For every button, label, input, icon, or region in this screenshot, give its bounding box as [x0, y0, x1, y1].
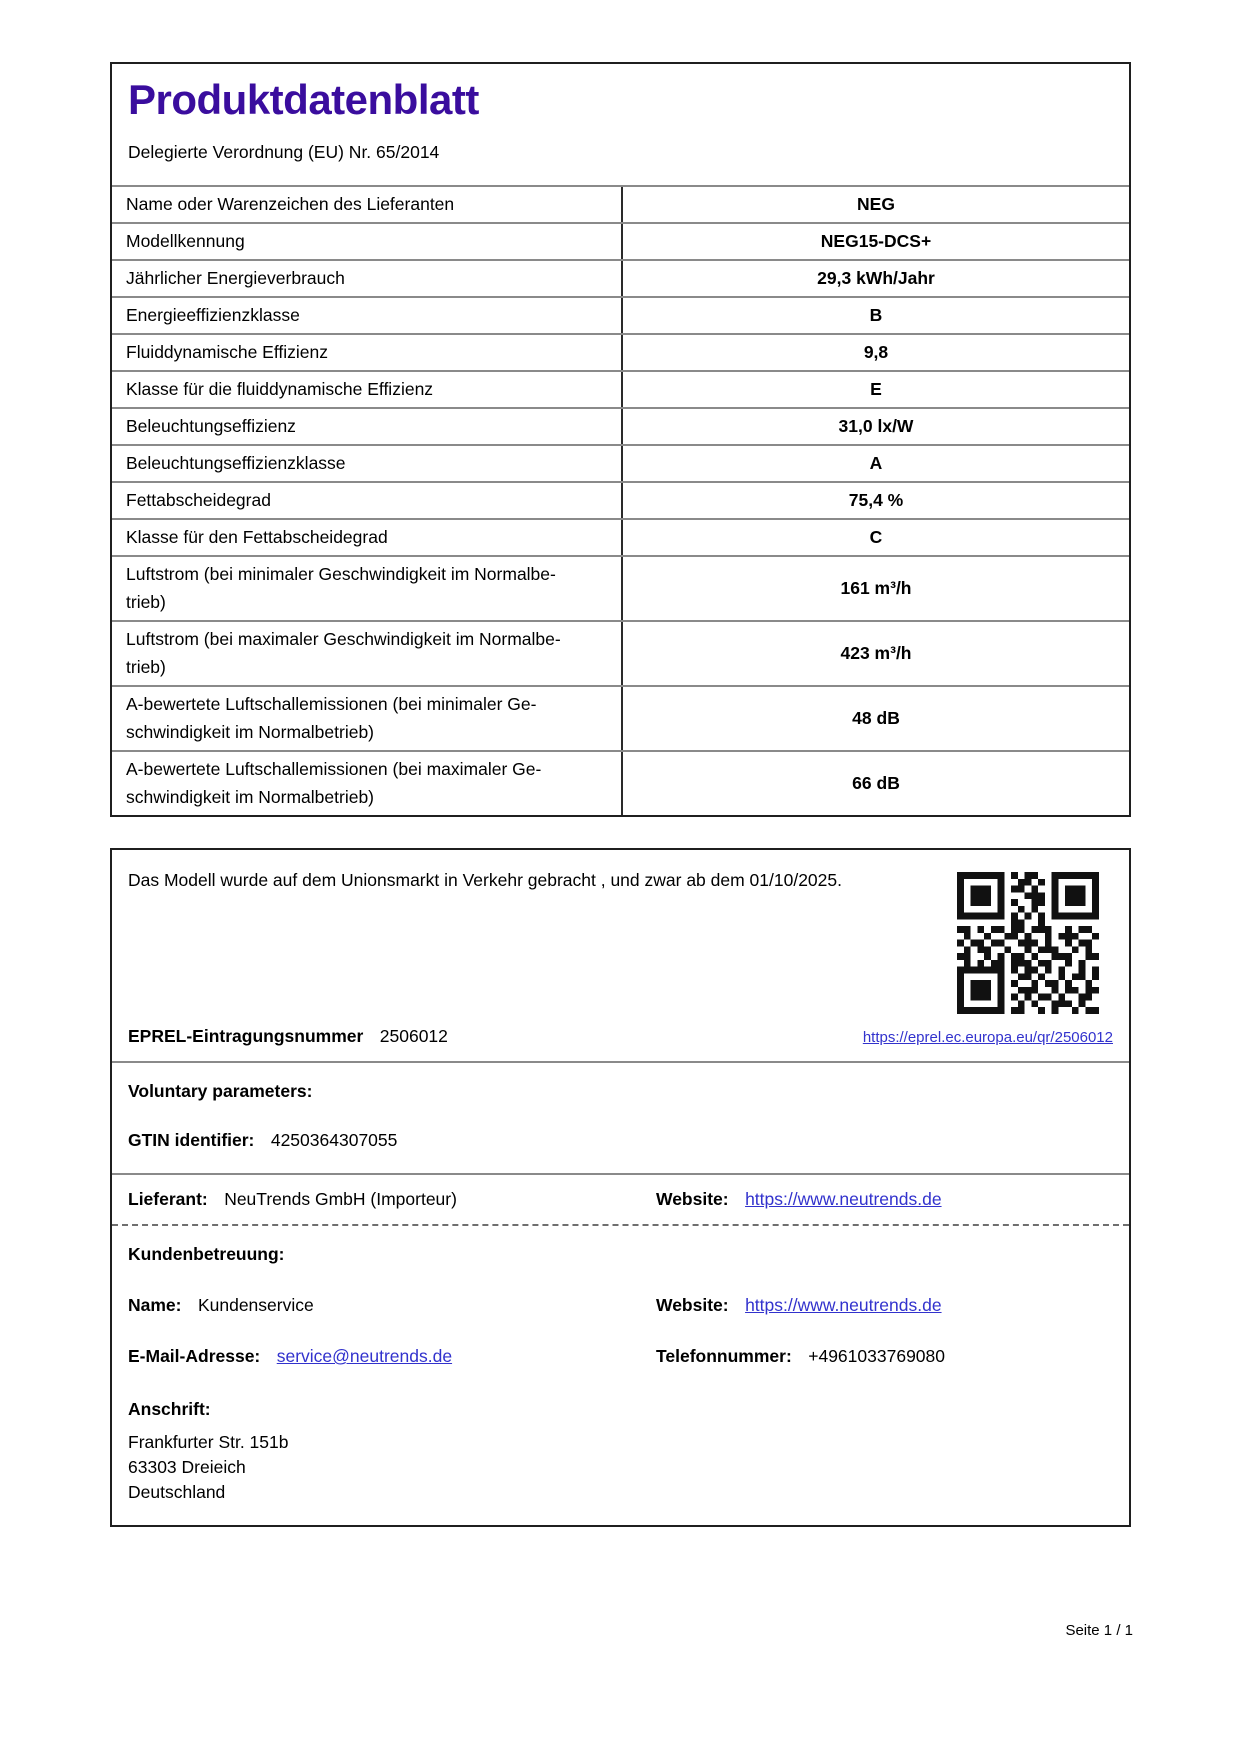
spec-table-row [112, 333, 1129, 370]
address-line-country: Deutschland [128, 1482, 226, 1502]
spec-row-label: A-bewertete Luftschallemissionen (bei minimaler Ge- schwindigkeit im Normalbetrieb) [112, 687, 623, 750]
spec-table-row [112, 518, 1129, 555]
customer-name-label: Name: [128, 1295, 182, 1315]
supplier-value: NeuTrends GmbH (Importeur) [224, 1189, 457, 1209]
spec-row-value: 75,4 % [848, 490, 904, 510]
address-block [128, 1399, 1113, 1505]
spec-row-value: 31,0 lx/W [838, 416, 914, 436]
voluntary-heading: Voluntary parameters: [128, 1081, 313, 1101]
customer-phone-group [656, 1346, 1113, 1367]
spec-row-value: 423 m³/h [840, 643, 912, 663]
spec-row-label: Name oder Warenzeichen des Lieferanten [112, 187, 623, 222]
spec-row-value: 48 dB [852, 708, 900, 728]
supplier-row [112, 1175, 1129, 1224]
spec-row-label: Fluiddynamische Effizienz [112, 335, 623, 370]
supplier-label: Lieferant: [128, 1189, 208, 1209]
spec-row-label: Luftstrom (bei maximaler Geschwindigkeit im Normalbe- trieb) [112, 622, 623, 685]
spec-row-value: C [869, 527, 883, 547]
customer-website-label: Website: [656, 1295, 729, 1315]
customer-contact-row [128, 1346, 1113, 1367]
supplier-website-label: Website: [656, 1189, 729, 1209]
spec-row-label: Beleuchtungseffizienzklasse [112, 446, 623, 481]
market-statement-section [112, 850, 1129, 1026]
page-number: Seite 1 / 1 [1065, 1622, 1133, 1639]
spec-table-row [112, 407, 1129, 444]
gtin-label: GTIN identifier: [128, 1130, 255, 1150]
spec-row-value: 29,3 kWh/Jahr [817, 268, 935, 288]
spec-row-value: 9,8 [863, 342, 889, 362]
page-title: Produktdatenblatt [128, 76, 479, 123]
spec-row-value: B [869, 305, 883, 325]
spec-table-row [112, 750, 1129, 815]
spec-table-row [112, 555, 1129, 620]
customer-name-value: Kundenservice [197, 1295, 314, 1315]
eprel-row [112, 1026, 1129, 1061]
spec-table-row [112, 222, 1129, 259]
document-page [110, 62, 1131, 1527]
eprel-number: 2506012 [379, 1026, 448, 1046]
market-statement: Das Modell wurde auf dem Unionsmarkt in Verkehr gebracht , und zwar ab dem 01/10/2025. [128, 870, 842, 890]
spec-row-value: 66 dB [852, 773, 900, 793]
spec-row-value: NEG [857, 194, 895, 214]
supplier-website-group [656, 1189, 1113, 1210]
spec-row-label: Luftstrom (bei minimaler Geschwindigkeit im Normalbe- trieb) [112, 557, 623, 620]
customer-email-group [128, 1346, 656, 1367]
address-line-city: 63303 Dreieich [128, 1457, 246, 1477]
spec-row-value: A [869, 453, 883, 473]
spec-table-row [112, 685, 1129, 750]
customer-phone-label: Telefonnummer: [656, 1346, 792, 1366]
eprel-label: EPREL-Eintragungsnummer [128, 1026, 364, 1046]
spec-row-label: Jährlicher Energieverbrauch [112, 261, 623, 296]
spec-row-label: Energieeffizienzklasse [112, 298, 623, 333]
customer-name-group [128, 1295, 656, 1316]
eprel-qr-code [957, 872, 1099, 1014]
spec-table-row [112, 259, 1129, 296]
customer-name-row [128, 1295, 1113, 1316]
spec-row-label: Klasse für den Fettabscheidegrad [112, 520, 623, 555]
supplier-group [128, 1189, 656, 1210]
customer-website-group [656, 1295, 1113, 1316]
product-spec-table [110, 62, 1131, 817]
address-label: Anschrift: [128, 1399, 211, 1419]
voluntary-parameters-section [112, 1063, 1129, 1173]
spec-table-row [112, 370, 1129, 407]
spec-row-label: Fettabscheidegrad [112, 483, 623, 518]
customer-email-link[interactable]: service@neutrends.de [276, 1346, 453, 1366]
spec-table-row [112, 481, 1129, 518]
eprel-number-group [128, 1026, 448, 1047]
spec-table-row [112, 444, 1129, 481]
spec-row-label: Modellkennung [112, 224, 623, 259]
address-line-street: Frankfurter Str. 151b [128, 1432, 289, 1452]
customer-service-heading: Kundenbetreuung: [128, 1244, 285, 1264]
spec-table-row [112, 620, 1129, 685]
spec-table-row [112, 185, 1129, 222]
spec-row-value: 161 m³/h [840, 578, 912, 598]
spec-row-label: A-bewertete Luftschallemissionen (bei maximaler Ge- schwindigkeit im Normalbetrieb) [112, 752, 623, 815]
spec-rows-container [112, 185, 1129, 815]
address-lines [128, 1430, 1113, 1505]
title-block [112, 64, 1129, 185]
spec-table-row [112, 296, 1129, 333]
spec-row-label: Klasse für die fluiddynamische Effizienz [112, 372, 623, 407]
customer-service-section [112, 1226, 1129, 1525]
customer-email-label: E-Mail-Adresse: [128, 1346, 261, 1366]
customer-phone-value: +4961033769080 [808, 1346, 945, 1366]
spec-row-value: NEG15-DCS+ [820, 231, 932, 251]
gtin-row [128, 1130, 1113, 1151]
spec-row-label: Beleuchtungseffizienz [112, 409, 623, 444]
regulation-subtitle: Delegierte Verordnung (EU) Nr. 65/2014 [128, 142, 440, 162]
gtin-value: 4250364307055 [270, 1130, 398, 1150]
spec-row-value: E [870, 379, 882, 399]
supplier-website-link[interactable]: https://www.neutrends.de [745, 1189, 942, 1209]
customer-website-link[interactable]: https://www.neutrends.de [745, 1295, 942, 1315]
eprel-link[interactable]: https://eprel.ec.europa.eu/qr/2506012 [862, 1029, 1113, 1046]
market-info-box [110, 848, 1131, 1527]
